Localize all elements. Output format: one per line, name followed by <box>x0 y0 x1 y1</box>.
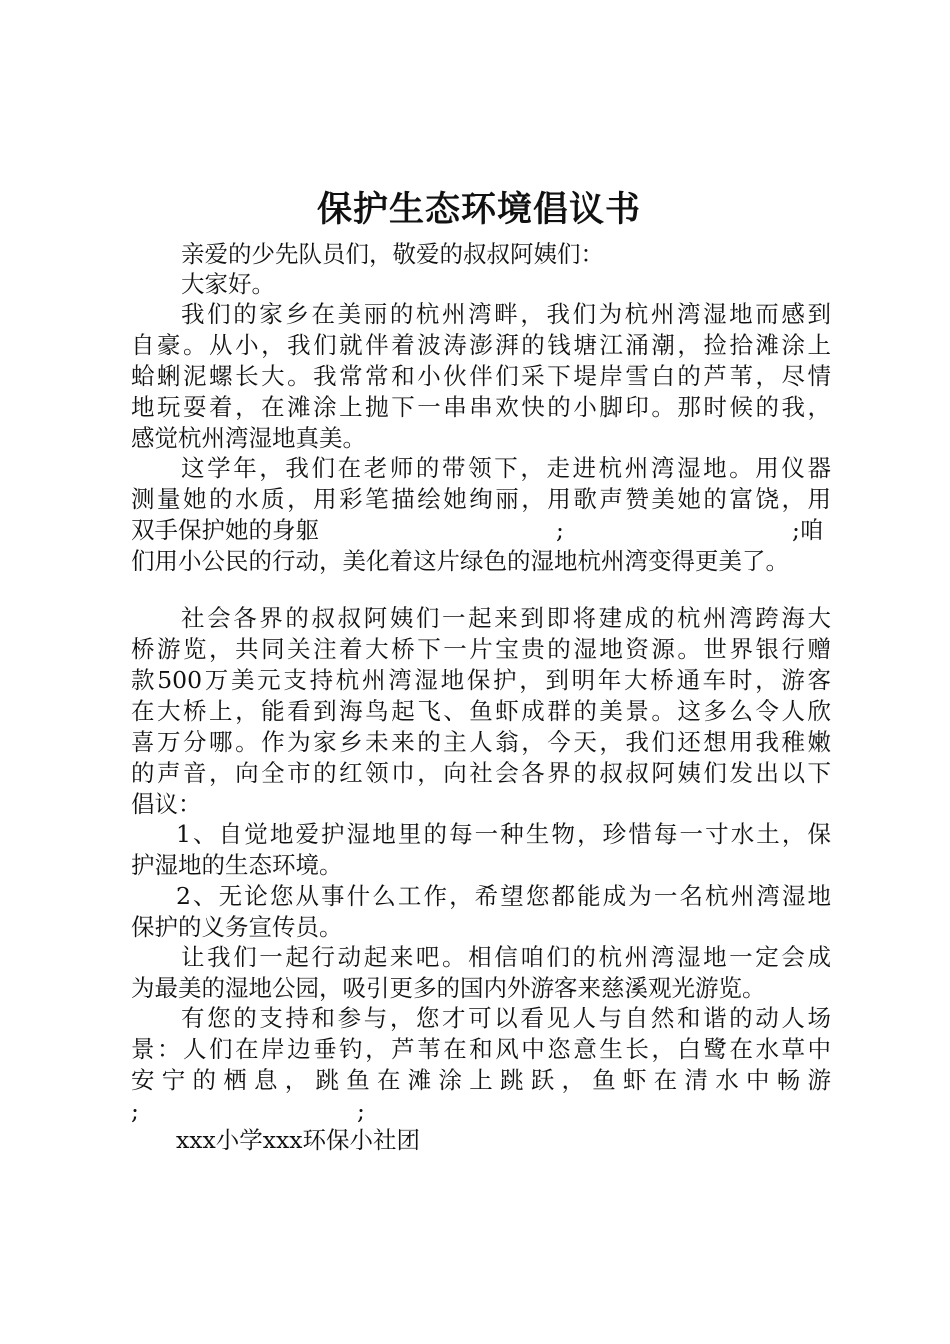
paragraph-line: 感觉杭州湾湿地真美。 <box>131 424 366 452</box>
paragraph-line: ; <box>131 1097 139 1125</box>
paragraph-line: 双手保护她的身躯 <box>131 516 319 544</box>
paragraph-line: 为最美的湿地公园，吸引更多的国内外游客来慈溪观光游览。 <box>131 974 766 1002</box>
paragraph-line: 社会各界的叔叔阿姨们一起来到即将建成的杭州湾跨海大 <box>181 604 831 632</box>
paragraph-line: 这学年，我们在老师的带领下，走进杭州湾湿地。用仪器 <box>181 454 831 482</box>
proposal-item: 1、自觉地爱护湿地里的每一种生物，珍惜每一寸水土，保 <box>176 820 831 848</box>
proposal-item: 护湿地的生态环境。 <box>131 851 343 879</box>
proposal-item: 2、无论您从事什么工作，希望您都能成为一名杭州湾湿地 <box>176 882 831 910</box>
proposal-item: 保护的义务宣传员。 <box>131 913 343 941</box>
paragraph-line: 们用小公民的行动，美化着这片绿色的湿地杭州湾变得更美了。 <box>131 547 789 575</box>
paragraph-line: 在大桥上，能看到海鸟起飞、鱼虾成群的美景。这多么令人欣 <box>131 697 831 725</box>
paragraph-line: 我们的家乡在美丽的杭州湾畔，我们为杭州湾湿地而感到 <box>181 300 831 328</box>
paragraph-line: 测量她的水质，用彩笔描绘她绚丽，用歌声赞美她的富饶，用 <box>131 485 831 513</box>
paragraph-line: 自豪。从小，我们就伴着波涛澎湃的钱塘江涌潮，捡拾滩涂上 <box>131 331 831 359</box>
paragraph-line: 有您的支持和参与，您才可以看见人与自然和谐的动人场 <box>181 1004 831 1032</box>
paragraph-line: 景：人们在岸边垂钓，芦苇在和风中恣意生长，白鹭在水草中 <box>131 1035 831 1063</box>
paragraph-line: 款500万美元支持杭州湾湿地保护，到明年大桥通车时，游客 <box>131 666 831 694</box>
document-title: 保护生态环境倡议书 <box>316 189 641 230</box>
paragraph-line: 倡议： <box>131 790 202 818</box>
paragraph-line: 蛤蜊泥螺长大。我常常和小伙伴们采下堤岸雪白的芦苇，尽情 <box>131 362 831 390</box>
salutation: 亲爱的少先队员们，敬爱的叔叔阿姨们： <box>181 240 604 268</box>
greeting: 大家好。 <box>181 270 275 298</box>
paragraph-line: 桥游览，共同关注着大桥下一片宝贵的湿地资源。世界银行赠 <box>131 635 831 663</box>
signature: xxx小学xxx环保小社团 <box>176 1126 421 1154</box>
paragraph-line: 的声音，向全市的红领巾，向社会各界的叔叔阿姨们发出以下 <box>131 759 831 787</box>
paragraph-line: 让我们一起行动起来吧。相信咱们的杭州湾湿地一定会成 <box>181 943 831 971</box>
paragraph-line: ; <box>556 516 564 544</box>
paragraph-line: ; <box>357 1097 365 1125</box>
paragraph-line: ;咱 <box>792 516 824 544</box>
paragraph-line: 安宁的栖息，跳鱼在滩涂上跳跃，鱼虾在清水中畅游 <box>131 1066 831 1094</box>
paragraph-line: 地玩耍着，在滩涂上抛下一串串欢快的小脚印。那时候的我， <box>131 393 831 421</box>
paragraph-line: 喜万分哪。作为家乡未来的主人翁，今天，我们还想用我稚嫩 <box>131 728 831 756</box>
